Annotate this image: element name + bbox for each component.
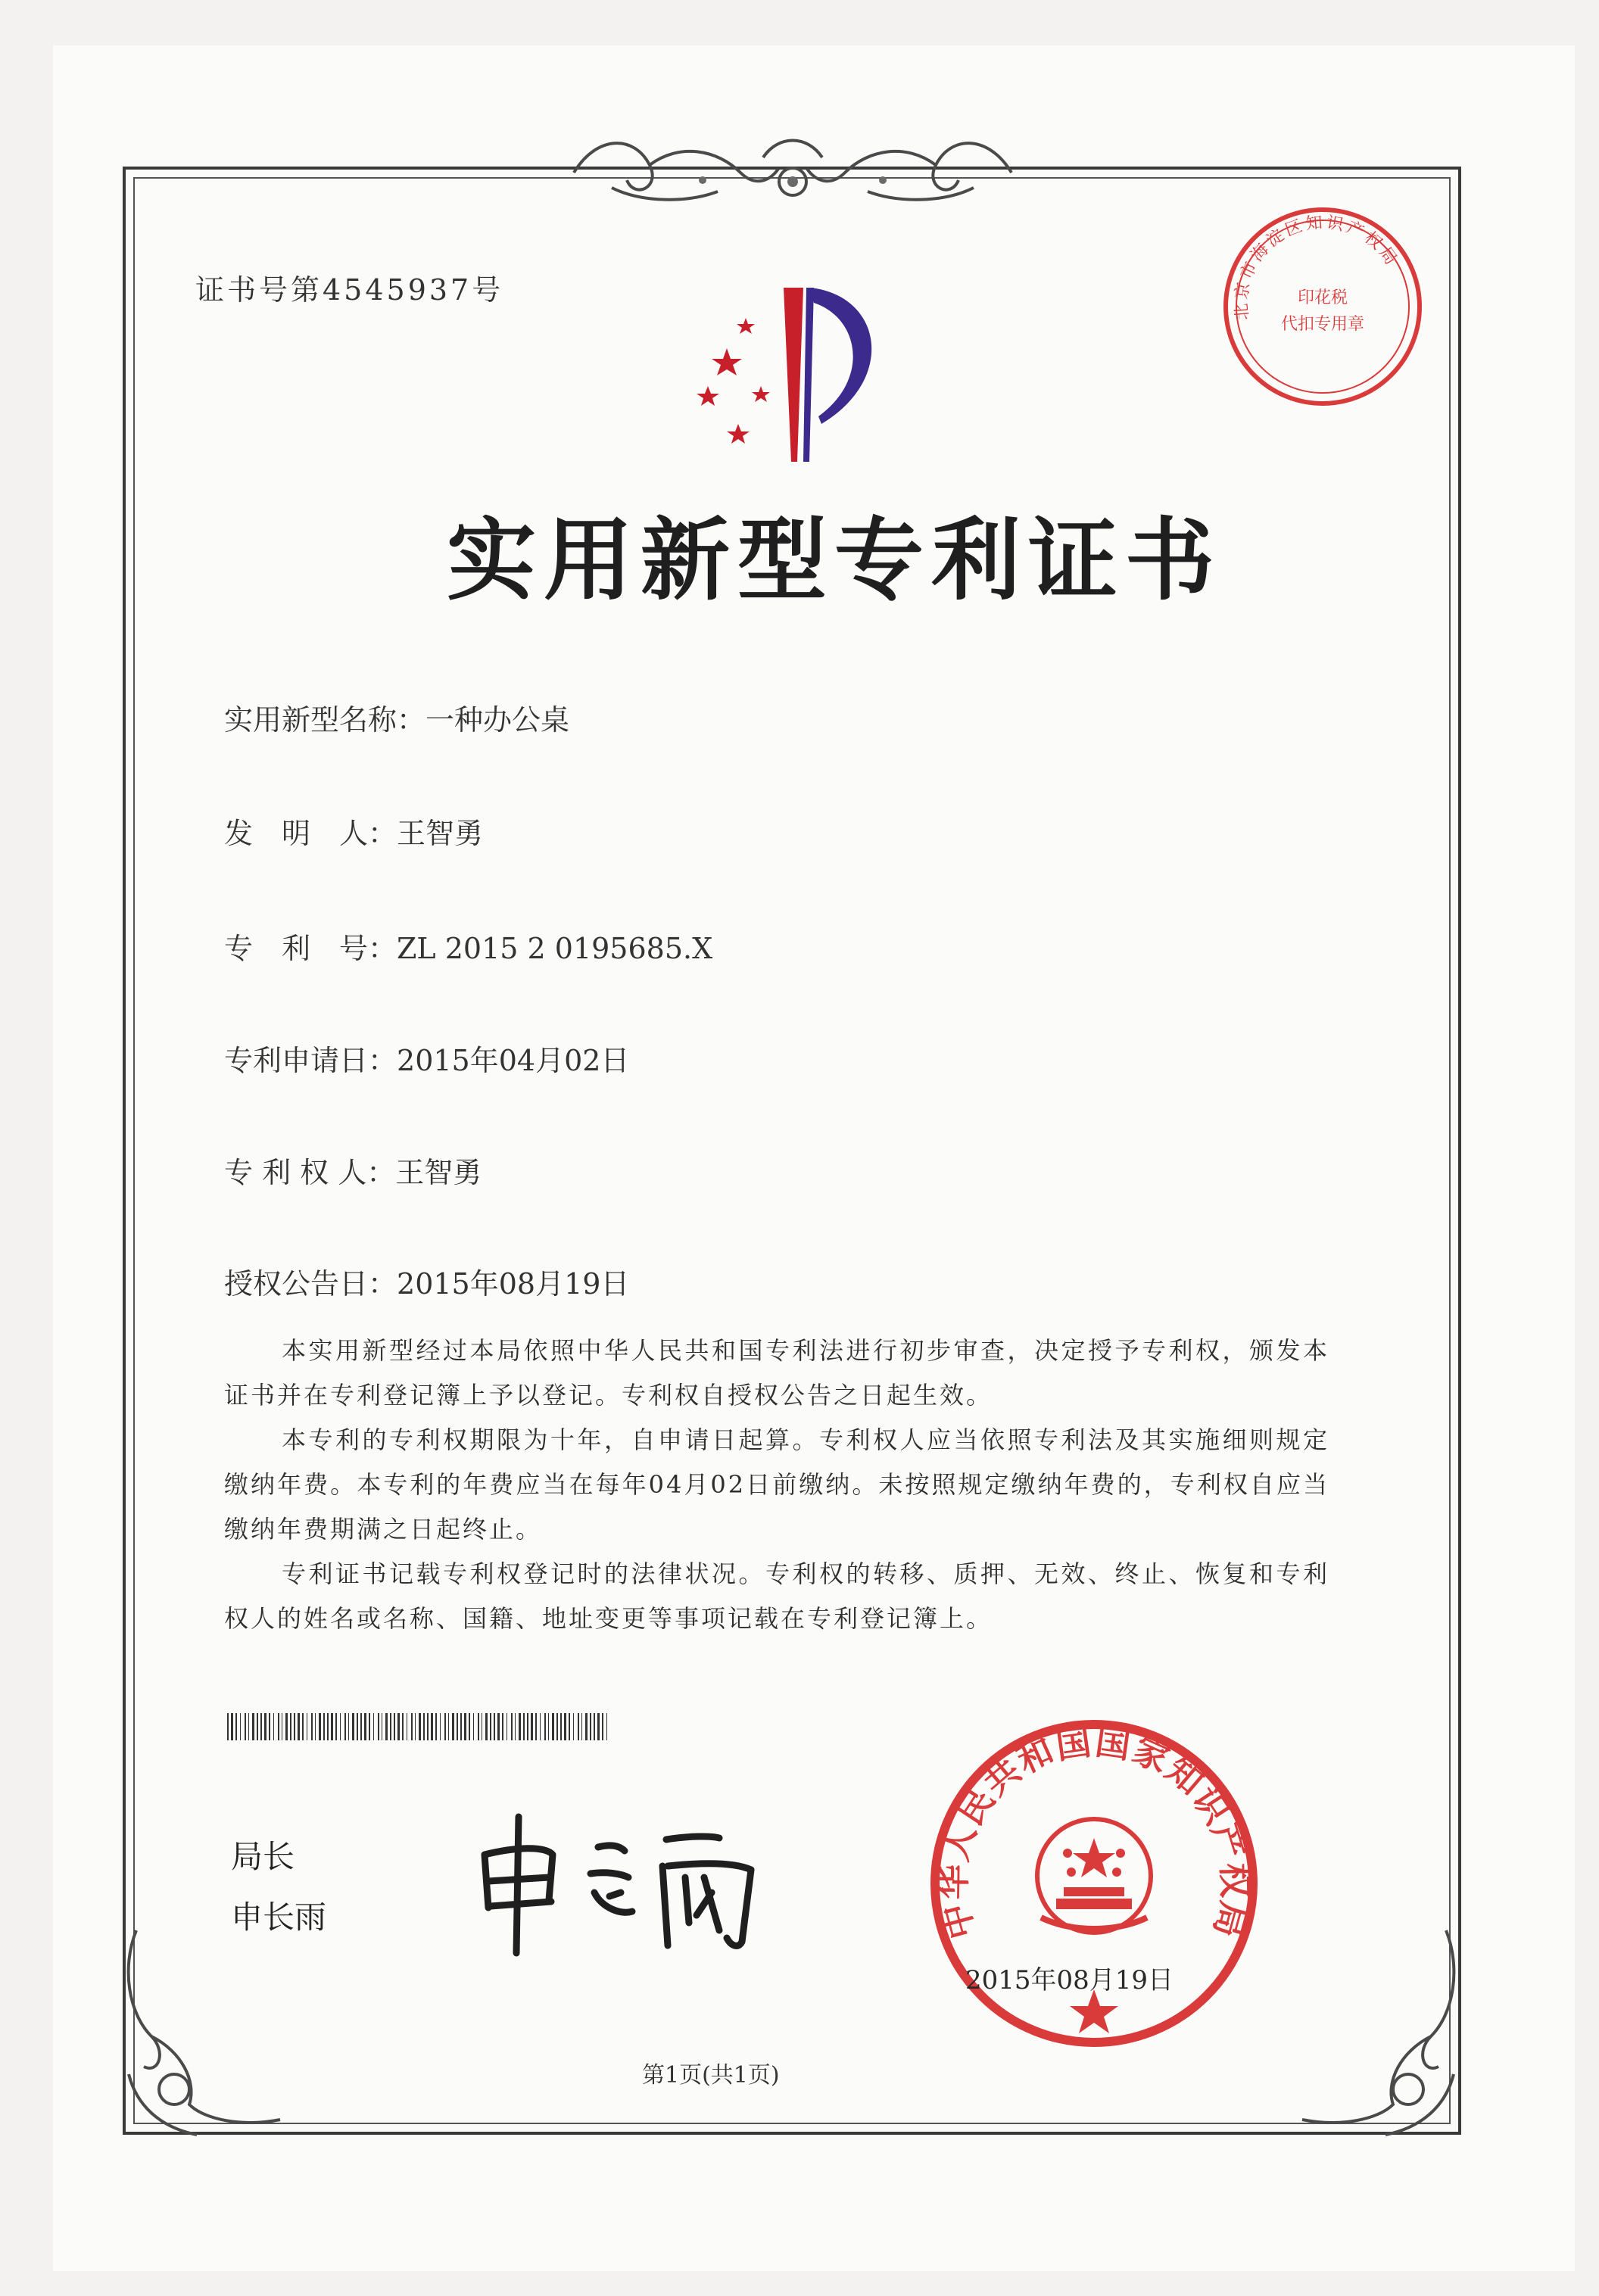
tax-stamp-center-line-1: 印花税 (1297, 288, 1348, 307)
barcode-bar (578, 1713, 579, 1740)
barcode-bar (431, 1713, 433, 1740)
barcode-bar (285, 1713, 288, 1740)
barcode-bar (423, 1713, 425, 1740)
director-signature (469, 1802, 803, 1961)
barcode-bar (397, 1713, 400, 1740)
field-label: 实用新型名称： (224, 703, 426, 737)
page-number: 第1页(共1页) (642, 2062, 780, 2089)
field-inventor (224, 810, 483, 852)
barcode-bar (352, 1713, 354, 1740)
barcode-bar (535, 1713, 537, 1740)
barcode-bar (335, 1713, 337, 1740)
barcode-bar (469, 1713, 470, 1740)
barcode-bar (464, 1713, 466, 1740)
field-label: 专 利 权 人： (224, 1156, 396, 1189)
barcode-bar (364, 1713, 366, 1740)
barcode-bar (440, 1713, 441, 1740)
barcode-bar (331, 1713, 333, 1740)
barcode-bar (556, 1713, 558, 1740)
barcode-bar (394, 1713, 395, 1740)
barcode-bar (552, 1713, 554, 1740)
barcode-bar (227, 1713, 229, 1740)
barcode-bar (302, 1713, 304, 1740)
barcode-bar (452, 1713, 454, 1740)
svg-text:中华人民共和国国家知识产权局 (933, 1721, 1256, 1943)
barcode-bar (485, 1713, 488, 1740)
barcode-bar (427, 1713, 429, 1740)
barcode-bar (369, 1713, 370, 1740)
national-ip-office-seal (927, 1717, 1261, 2050)
barcode-bar (519, 1713, 521, 1740)
barcode-bar (415, 1713, 416, 1740)
barcode-bar (348, 1713, 349, 1740)
barcode-bar (573, 1713, 574, 1740)
tax-stamp-outer-text: 北京市海淀区知识产权局 (1232, 213, 1402, 321)
barcode-bar (602, 1713, 603, 1740)
field-label: 专 利 号： (224, 932, 397, 965)
barcode (227, 1713, 612, 1740)
patent-office-logo-icon (670, 273, 920, 469)
barcode-bar (560, 1713, 562, 1740)
barcode-bar (298, 1713, 300, 1740)
barcode-bar (597, 1713, 600, 1740)
barcode-bar (269, 1713, 270, 1740)
barcode-bar (311, 1713, 313, 1740)
barcode-bar (402, 1713, 404, 1740)
barcode-bar (385, 1713, 388, 1740)
barcode-bar (511, 1713, 513, 1740)
barcode-bar (606, 1713, 607, 1740)
barcode-bar (523, 1713, 525, 1740)
barcode-bar (444, 1713, 446, 1740)
barcode-bar (390, 1713, 391, 1740)
bottom-right-ornament (1287, 1923, 1469, 2150)
barcode-bar (344, 1713, 346, 1740)
certificate-number: 证书号第4545937号 (195, 273, 504, 307)
field-label: 专利申请日： (224, 1044, 397, 1077)
body-paragraph-2: 本专利的专利权期限为十年，自申请日起算。专利权人应当依照专利法及其实施细则规定缴纳年费。本专利的年费应当在每年04月02日前缴纳。未按照规定缴纳年费的，专利权自应当缴纳年费期满之日起终止。 (224, 1425, 1329, 1544)
body-paragraph-1: 本实用新型经过本局依照中华人民共和国专利法进行初步审查，决定授予专利权，颁发本证书并在专利登记簿上予以登记。专利权自授权公告之日起生效。 (224, 1336, 1329, 1410)
barcode-bar (531, 1713, 533, 1740)
field-value: 王智勇 (397, 817, 484, 850)
field-patent-number (224, 925, 712, 967)
barcode-bar (457, 1713, 458, 1740)
barcode-bar (490, 1713, 491, 1740)
barcode-bar (323, 1713, 325, 1740)
barcode-bar (494, 1713, 495, 1740)
barcode-bar (357, 1713, 358, 1740)
field-value: 王智勇 (395, 1156, 482, 1189)
field-application-date (224, 1037, 629, 1079)
barcode-bar (235, 1713, 237, 1740)
barcode-bar (327, 1713, 329, 1740)
barcode-bar (478, 1713, 479, 1740)
barcode-bar (448, 1713, 449, 1740)
barcode-bar (260, 1713, 262, 1740)
barcode-bar (360, 1713, 362, 1740)
barcode-bar (419, 1713, 421, 1740)
barcode-bar (231, 1713, 233, 1740)
barcode-bar (294, 1713, 295, 1740)
barcode-bar (497, 1713, 500, 1740)
barcode-bar (527, 1713, 528, 1740)
body-paragraph-3: 专利证书记载专利权登记时的法律状况。专利权的转移、质押、无效、终止、恢复和专利权人的姓名或名称、国籍、地址变更等事项记载在专利登记簿上。 (224, 1559, 1329, 1633)
barcode-bar (315, 1713, 316, 1740)
field-label: 授权公告日： (224, 1267, 397, 1301)
certificate-body (224, 1329, 1329, 1641)
director-name: 申长雨 (231, 1899, 327, 1936)
field-grant-date (224, 1260, 629, 1302)
barcode-bar (373, 1713, 374, 1740)
tax-stamp-seal (1220, 204, 1425, 409)
page-title: 实用新型专利证书 (447, 508, 1223, 612)
barcode-bar (245, 1713, 246, 1740)
director-title: 局长 (231, 1838, 295, 1875)
barcode-bar (502, 1713, 503, 1740)
issue-date-stamp: 2015年08月19日 (965, 1965, 1174, 1995)
barcode-bar (544, 1713, 546, 1740)
barcode-bar (257, 1713, 258, 1740)
barcode-bar (278, 1713, 279, 1740)
barcode-bar (264, 1713, 266, 1740)
barcode-bar (411, 1713, 413, 1740)
field-value: 2015年04月02日 (397, 1044, 630, 1077)
barcode-bar (564, 1713, 566, 1740)
field-value: 一种办公桌 (425, 703, 570, 737)
field-utility-model-name (224, 696, 569, 738)
barcode-bar (248, 1713, 249, 1740)
barcode-bar (340, 1713, 341, 1740)
top-ornament (566, 127, 1019, 210)
barcode-bar (473, 1713, 474, 1740)
field-patentee (224, 1149, 482, 1191)
barcode-bar (240, 1713, 241, 1740)
barcode-bar (590, 1713, 591, 1740)
barcode-bar (378, 1713, 379, 1740)
barcode-bar (548, 1713, 549, 1740)
barcode-bar (319, 1713, 321, 1740)
barcode-bar (585, 1713, 588, 1740)
barcode-bar (581, 1713, 582, 1740)
tax-stamp-center-line-2: 代扣专用章 (1280, 315, 1365, 334)
barcode-bar (460, 1713, 462, 1740)
seal-arc-text: 中华人民共和国国家知识产权局 (932, 1721, 1256, 1944)
barcode-bar (515, 1713, 516, 1740)
bottom-left-ornament (114, 1923, 295, 2150)
national-emblem-icon (1037, 1819, 1151, 1933)
barcode-bar (273, 1713, 274, 1740)
barcode-bar (252, 1713, 254, 1740)
field-value: ZL 2015 2 0195685.X (397, 932, 713, 965)
barcode-bar (540, 1713, 541, 1740)
barcode-bar (290, 1713, 291, 1740)
field-value: 2015年08月19日 (397, 1267, 630, 1301)
barcode-bar (569, 1713, 570, 1740)
field-label: 发 明 人： (224, 817, 397, 850)
barcode-bar (594, 1713, 595, 1740)
barcode-bar (435, 1713, 437, 1740)
